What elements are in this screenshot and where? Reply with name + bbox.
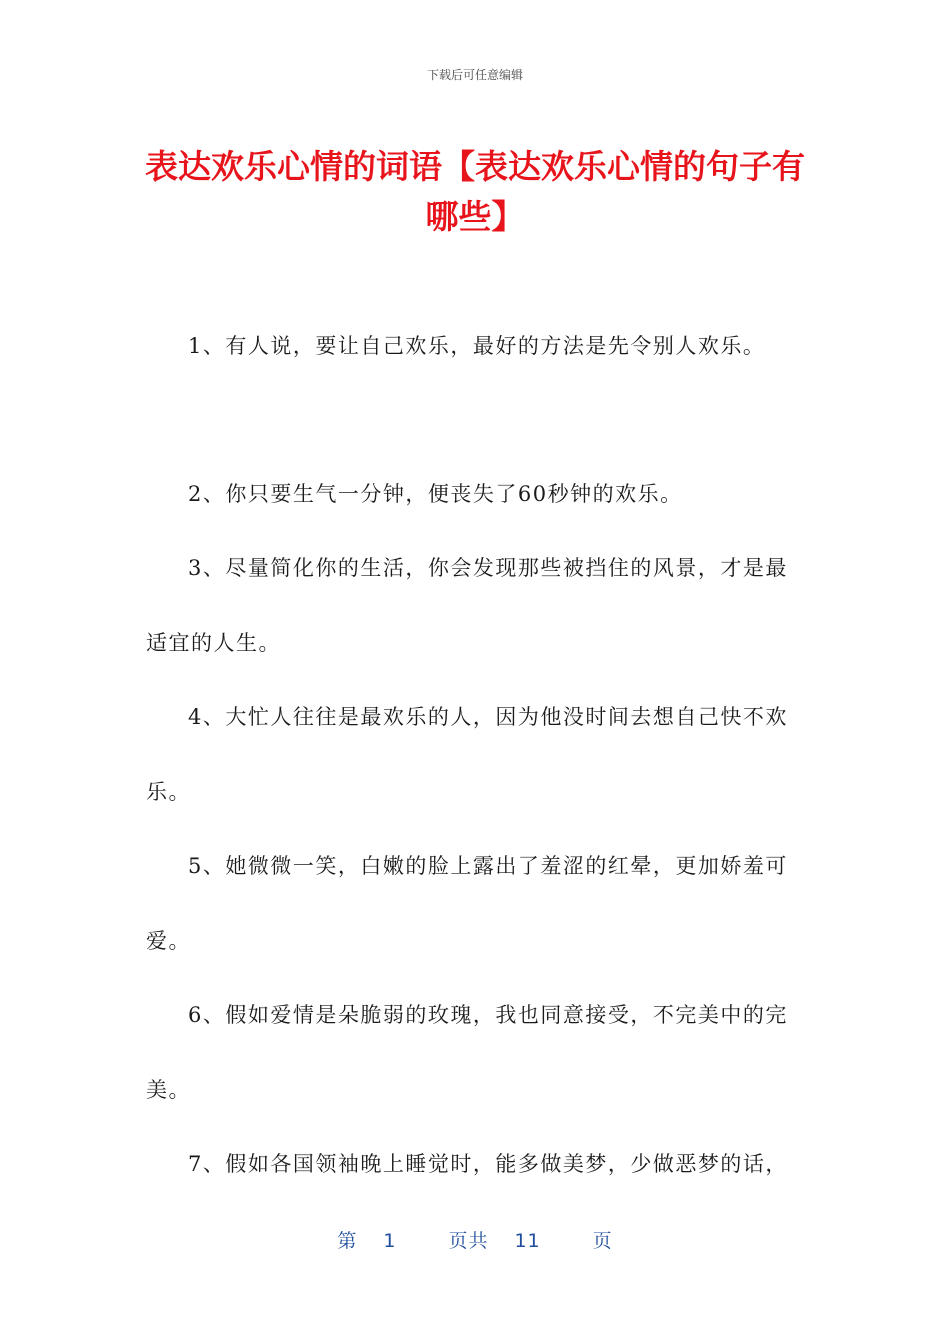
footer-total-pages: 11	[514, 1230, 541, 1252]
page-footer	[0, 1226, 950, 1253]
footer-page-mid: 页共	[448, 1230, 489, 1252]
document-title: 表达欢乐心情的词语【表达欢乐心情的句子有哪些】	[145, 147, 805, 236]
paragraph-7: 7、假如各国领袖晚上睡觉时，能多做美梦，少做恶梦的话，	[188, 1152, 788, 1176]
paragraph-6: 6、假如爱情是朵脆弱的玫瑰，我也同意接受，不完美中的完美。	[146, 1003, 788, 1102]
paragraph-5: 5、她微微一笑，白嫩的脸上露出了羞涩的红晕，更加娇羞可爱。	[146, 854, 788, 953]
footer-page-number: 1	[383, 1230, 397, 1252]
paragraph-4: 4、大忙人往往是最欢乐的人，因为他没时间去想自己快不欢乐。	[146, 705, 788, 804]
header-note: 下载后可任意编辑	[426, 68, 523, 82]
footer-page-suffix: 页	[592, 1230, 613, 1252]
footer-page-prefix: 第	[337, 1230, 358, 1252]
paragraph-3: 3、尽量简化你的生活，你会发现那些被挡住的风景，才是最适宜的人生。	[146, 556, 788, 655]
paragraph-2: 2、你只要生气一分钟，便丧失了60秒钟的欢乐。	[188, 482, 683, 506]
paragraph-1: 1、有人说，要让自己欢乐，最好的方法是先令别人欢乐。	[188, 334, 766, 358]
